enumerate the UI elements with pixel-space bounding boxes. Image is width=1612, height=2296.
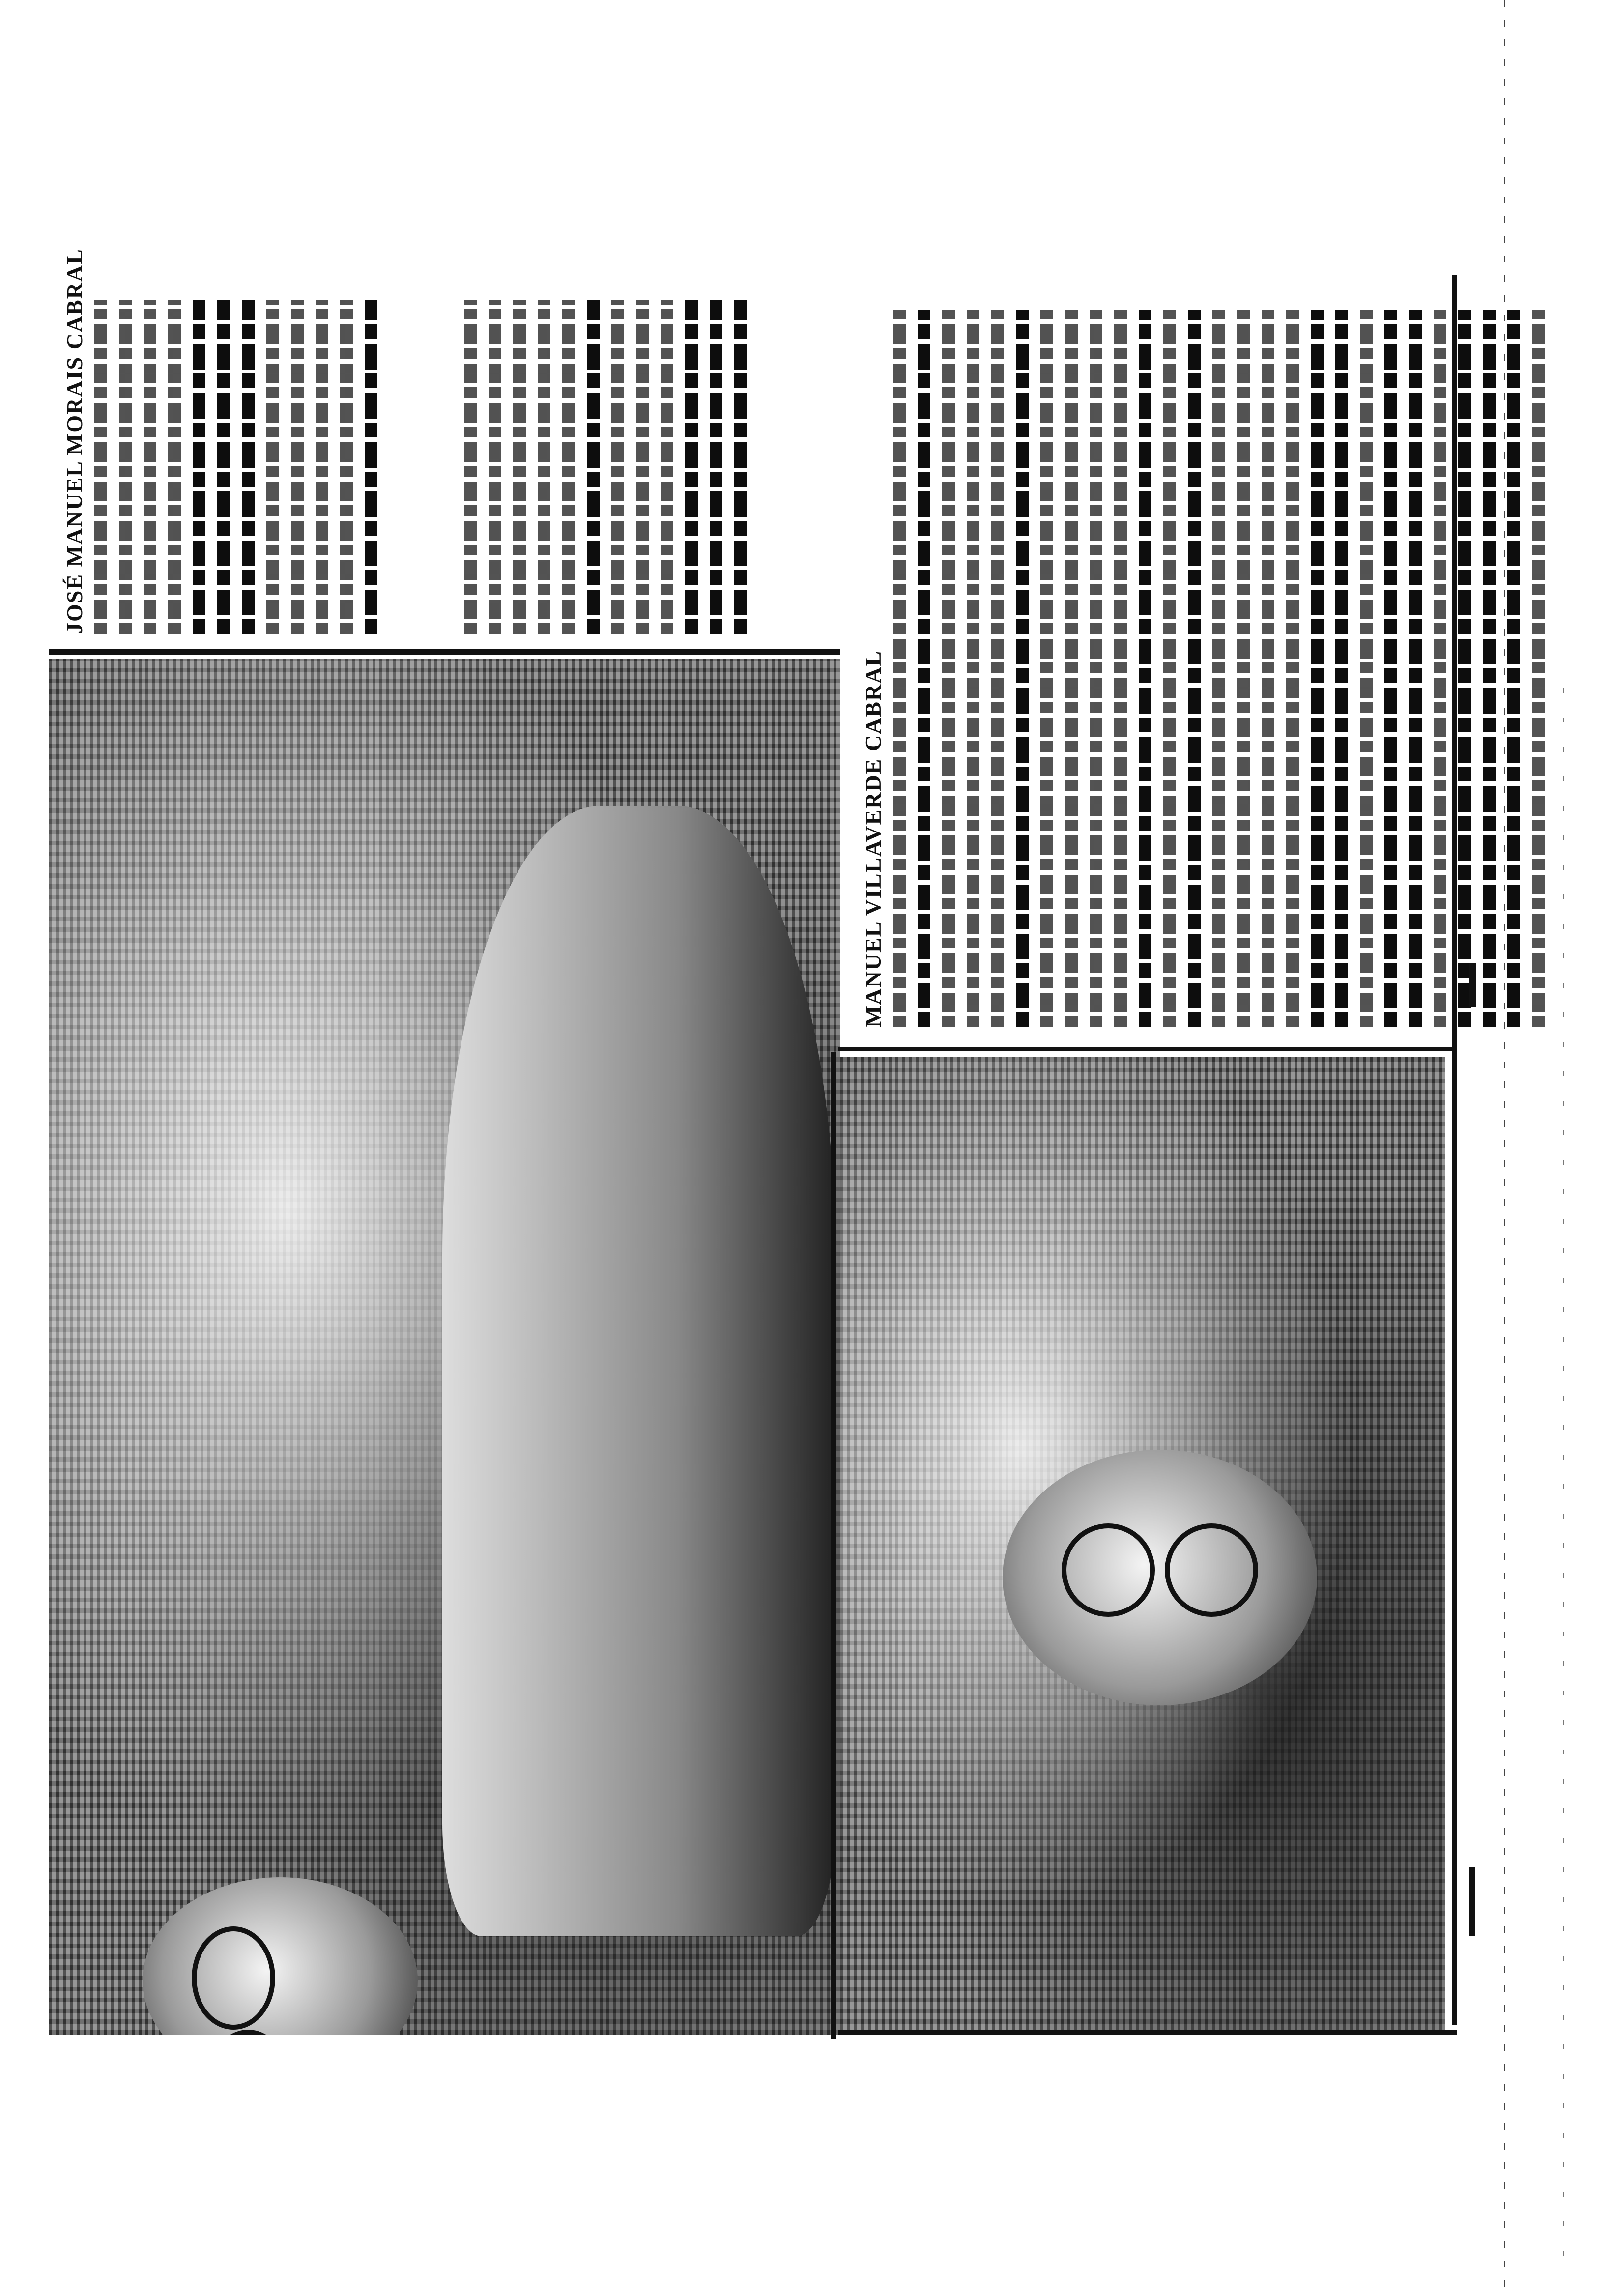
column2-lead-name: MANUEL VILLAVERDE CABRAL (861, 650, 886, 1027)
photo1-border-top (49, 649, 840, 655)
article-column-2 (860, 310, 1556, 1027)
portrait-face (1003, 1450, 1317, 1705)
glasses-left (192, 1926, 275, 2030)
column1-body-text (94, 300, 377, 634)
scan-mark (1469, 963, 1476, 1007)
portrait-2-head (1003, 1450, 1317, 1705)
column-rule-horizontal (838, 1047, 1457, 1051)
column1-lead-name: JOSÉ MANUEL MORAIS CABRAL (62, 248, 87, 634)
scan-edge-dashes-secondary (1563, 688, 1564, 2261)
article-column-1 (61, 248, 389, 634)
column2-body-text (893, 310, 1545, 1027)
column-rule-vertical (831, 1052, 836, 2039)
glasses-right (1165, 1523, 1258, 1617)
glasses-left (1062, 1523, 1155, 1617)
article-column-1b (457, 300, 759, 634)
page-rule-bottom (838, 2030, 1457, 2035)
portrait-body (442, 806, 835, 1936)
portrait-photo-1 (49, 659, 840, 2035)
scan-mark (1469, 1867, 1475, 1936)
column1b-body-text (464, 300, 747, 634)
